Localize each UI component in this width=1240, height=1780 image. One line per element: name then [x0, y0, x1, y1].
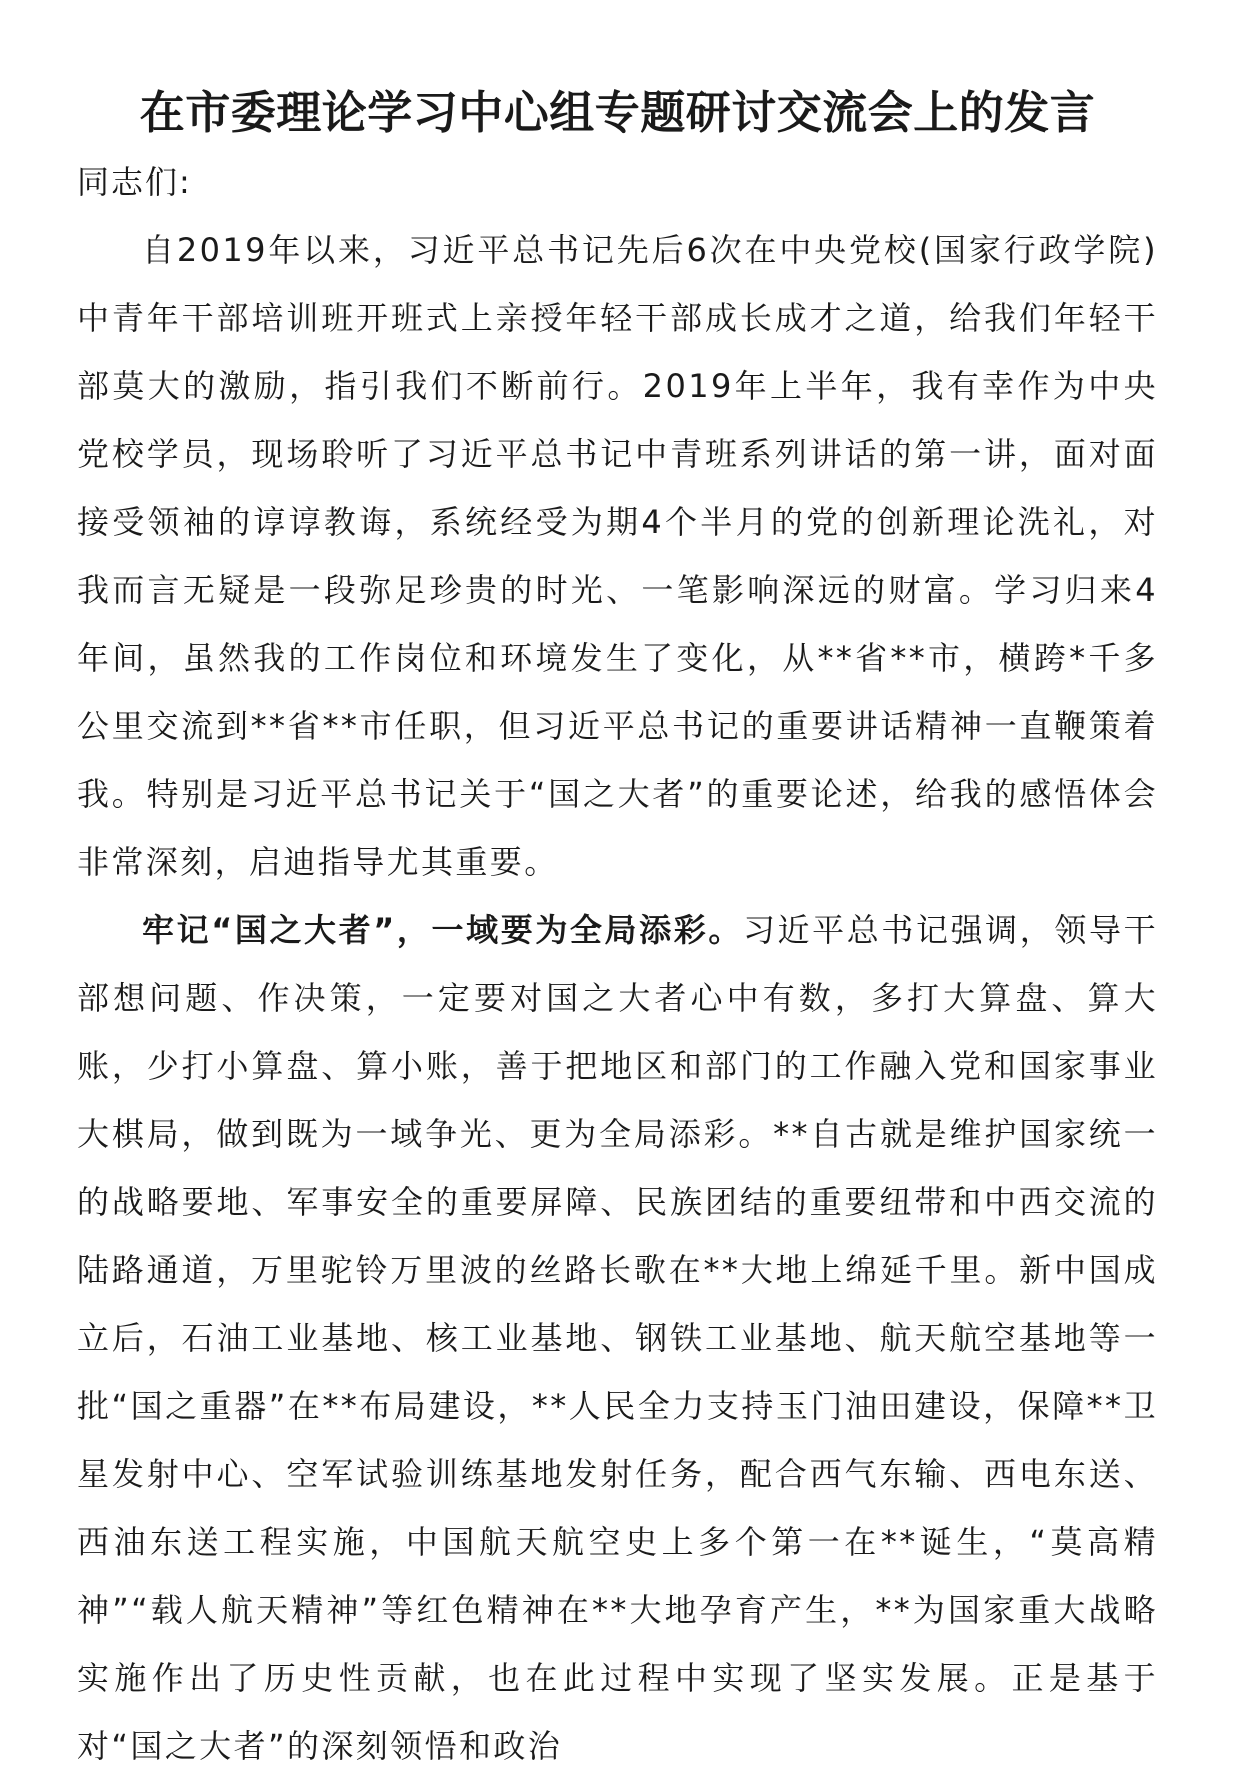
- salutation: 同志们:: [77, 163, 192, 201]
- paragraph-text: 自2019年以来，习近平总书记先后6次在中央党校(国家行政学院)中青年干部培训班开班式上亲授年轻干部成长成才之道，给我们年轻干部莫大的激励，指引我们不断前行。2019年上半年，我有幸作为中央党校学员，现场聆听了习近平总书记中青班系列讲话的第一讲，面对面接受领袖的谆谆教诲，系统经受为期4个半月的党的创新理论洗礼，对我而言无疑是一段弥足珍贵的时光、一笔影响深远的财富。学习归来4年间，虽然我的工作岗位和环境发生了变化，从**省**市，横跨*千多公里交流到**省**市任职，但习近平总书记的重要讲话精神一直鞭策着我。特别是习近平总书记关于“国之大者”的重要论述，给我的感悟体会非常深刻，启迪指导尤其重要。: [77, 231, 1158, 881]
- paragraph-text: 习近平总书记强调，领导干部想问题、作决策，一定要对国之大者心中有数，多打大算盘、算大账，少打小算盘、算小账，善于把地区和部门的工作融入党和国家事业大棋局，做到既为一域争光、更为全局添彩。**自古就是维护国家统一的战略要地、军事安全的重要屏障、民族团结的重要纽带和中西交流的陆路通道，万里驼铃万里波的丝路长歌在**大地上绵延千里。新中国成立后，石油工业基地、核工业基地、钢铁工业基地、航天航空基地等一批“国之重器”在**布局建设，**人民全力支持玉门油田建设，保障**卫星发射中心、空军试验训练基地发射任务，配合西气东输、西电东送、西油东送工程实施，中国航天航空史上多个第一在**诞生，“莫高精神”“载人航天精神”等红色精神在**大地孕育产生，**为国家重大战略实施作出了历史性贡献，也在此过程中实现了坚实发展。正是基于对“国之大者”的深刻领悟和政治: [77, 911, 1159, 1765]
- body-paragraph: [77, 216, 1158, 896]
- body-paragraph: [77, 896, 1158, 1780]
- paragraph-lead: 牢记“国之大者”，一域要为全局添彩。: [142, 911, 743, 949]
- document-title: 在市委理论学习中心组专题研讨交流会上的发言: [139, 86, 1096, 139]
